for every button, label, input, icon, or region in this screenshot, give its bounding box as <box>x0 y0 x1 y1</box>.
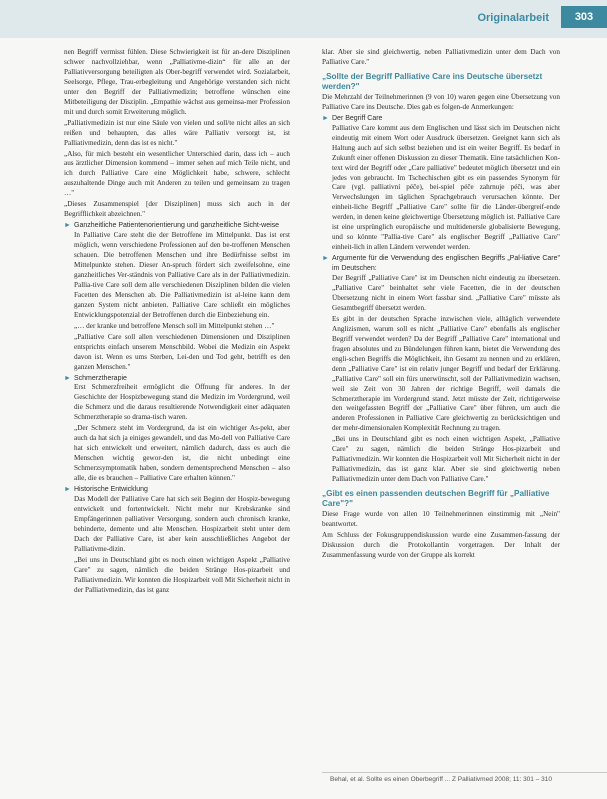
bullet-item <box>64 485 290 495</box>
quote: „Dieses Zusammenspiel [der Disziplinen] muss sich auch in der Begrifflichkeit abzeichnen." <box>64 200 290 219</box>
page-number: 303 <box>561 6 607 28</box>
paragraph: Erst Schmerzfreiheit ermöglicht die Öffnung für anderes. In der Geschichte der Hospizbewegung stand die Medizin im Vordergrund, weil die Schmerz und die daraus resultierende Notwendigkeit einer adäquaten Schmerztherapie so drama-tisch waren. <box>74 383 290 422</box>
paragraph: Es gibt in der deutschen Sprache inzwischen viele, alltäglich verwendete Anglizismen, warum soll es nicht „Palliative Care" ebenfalls als englischer Begriff verwendet werden? Da der Begriff „Palliative Care" international und fragen absolutes und zu Bündelungen führen kann, bietet die Verwendung des engli-schen Begriffs die Möglichkeit, ihn Gesamt zu nennen und zu erklären, denn „Palliative Care" ist ein relativ junger Begriff und bedarf der Erklärung. „Palliative Care" soll ein fürs unerwünscht, soll der Palliativmedizin wachsen, weil sie Zeit von 30 Jahren der richtige Begriff, weil damals die Schmerztherapie im Vordergrund stand. Jetzt müsste der Zeit, richtigerweise den weitgefassten Begriff der „Palliative Care" über führen, um auch die anderen Professionen in Palliative Care gleichwertig zu berücksichtigen und der mehr-dimensionalen Komplexität Rechnung zu tragen. <box>332 314 560 433</box>
triangle-bullet-icon: ► <box>322 114 329 122</box>
quote: klar. Aber sie sind gleichwertig, neben Palliativmedizin unter dem Dach von Palliative Care." <box>322 48 560 66</box>
paragraph: Das Modell der Palliative Care hat sich seit Beginn der Hospiz-bewegung entwickelt und fortentwickelt. Nicht mehr nur Krebskranke sind Empfängerinnen palliativer Versorgung, sondern auch chronisch kranke, behinderte, demente und alte Menschen. Hospizarbeit steht unter dem Dach der Palliative Care, ist aber kein ausschließliches Angebot der Palliativme-dizin. <box>74 494 290 553</box>
quote: „… der kranke und betroffene Mensch soll im Mittelpunkt stehen …" <box>74 321 275 330</box>
quote: „Der Schmerz steht im Vordergrund, da ist ein wichtiger As-pekt, aber auch da hat sich ja einiges gewandelt, und das Mo-dell von Palliative Care hat sich entwickelt und erweitert, nämlich dadurch, dass es auch die Menschen wichtig gewor-den ist, die nicht unbedingt eine Schmerzsymptomatik haben, sondern dementsprechend Menschen – also alle, die es brauchen – Palliative Care erhalten können." <box>74 424 290 483</box>
bullet-label: Ganzheitliche Patientenorientierung und ganzheitliche Sicht-weise <box>74 222 280 230</box>
paragraph: In Palliative Care steht die der Betroffene im Mittelpunkt. Das ist erst möglich, wenn verschiedene Professionen auf den be-troffenen Menschen schauen. Die betroffenen Menschen und ihre Bedürfnisse selbst im Mittelpunkte stehen. Dieser An-spruch fördert sich zweifelsohne, eine ganzheitliches Ver-ständnis von Palliative Care als in der Palliativmedizin. Pallia-tive Care soll dem alle verschiedenen Disziplinen bilden die vielen Facetten des Menschen ab. Die Palliativmedizin ist al-leine kann dem ganzen System nicht anbieten. Palliative Care schließt ein mögliches Entwicklungspotenzial der Betroffenen durch die Einbeziehung ein. <box>74 231 290 319</box>
triangle-bullet-icon: ► <box>322 255 329 263</box>
triangle-bullet-icon: ► <box>64 485 71 493</box>
bullet-label: Historische Entwicklung <box>74 485 148 493</box>
paragraph: Palliative Care kommt aus dem Englischen und lässt sich im Deutschen nicht eindeutig mit einem Wort oder Ausdruck übersetzen. Geeignet kann sich als Haltung auch auf sich selbst beziehen und ist ein weiter Begriff. Es bedarf in Zukunft einer offenen Diskussion zu dieser Thematik. Eine tatsächlichen Kon-text wird der Begriff oder „Care palliative" bedeutet möglich übersetzt und ein jedes von gebraucht. Im Tschechischen gibt es ein passendes Synonym für Care (vgl. palliativní péče), bei-spiel péče zahrnuje péči, was aber Verwechslungen im täglichen Sprachgebrauch verursachen könnte. Der einheit-liche Begriff „Palliative Care" sollte für die Länder-übergreif-ende werden, in denen keine gleichwertige Übersetzung möglich ist. Palliative Care ist eine ursprünglich europäische und multidenersle globalisierte Bewegung, und so könnte "Pallia-tive Care" als englischer Begriff „Palliative Care" einheit-lich in allen Ländern verwendet werden. <box>332 123 560 252</box>
quote: „Bei uns in Deutschland gibt es noch einen wichtigen Aspekt, „Palliative Care" zu sagen, nämlich die beiden Stränge Hos-pizarbeit und Palliativmedizin. Wir konnten die Hospizarbeit voll Mit Sicherheit nicht in der Palliativmedizin, das ist ganz klar. Aber sie sind gleichwertig neben Palliativmedizin unter dem Dach von Palliative Care." <box>332 435 560 484</box>
section-heading: „Gibt es einen passenden deutschen Begriff für „Palliative Care"?" <box>322 489 550 509</box>
bullet-item <box>322 114 560 124</box>
footer-citation: Behal, et al. Sollte es einen Oberbegriff ... Z Palliativmed 2008; 11: 301 – 310 <box>330 776 552 783</box>
bullet-label: Der Begriff Care <box>332 114 383 122</box>
paragraph: nen Begriff vermisst fühlen. Diese Schwierigkeit ist für an-dere Disziplinen schwer nachvollziehbar, wenn „Palliativme-dizin“ für alle an der Palliativversorgung beteiligten als Ober-begriff verwendet wird. Sozialarbeit, Seelsorge, Pflege, Trau-erbegleitung und Angehörige verstanden sich nicht unter den Begriff der Palliativmedizin; betroffene wünschen eine Mitbeteiligung der Disziplin. „Empathie wächst aus gemeinsa-mer Profession mit und durch somit Erweiterung möglich. <box>64 48 290 116</box>
bullet-item <box>64 374 290 384</box>
paragraph: Diese Frage wurde von allen 10 Teilnehmerinnen einstimmig mit „Nein" beantwortet. <box>322 510 560 529</box>
section-title: Originalarbeit <box>477 12 549 24</box>
bullet-item <box>322 254 560 274</box>
triangle-bullet-icon: ► <box>64 222 71 230</box>
triangle-bullet-icon: ► <box>64 374 71 382</box>
paragraph: Der Begriff „Palliative Care" ist im Deutschen nicht eindeutig zu übersetzen. „Palliative Care" beinhaltet sehr viele Facetten, die in der deutschen Übersetzung nicht in einem Wort fassbar sind. „Palliative Care" müsste als Gesamtbegriff übersetzt werden. <box>332 274 560 312</box>
footer-divider <box>322 772 607 773</box>
right-column <box>322 48 560 562</box>
paragraph: Am Schluss der Fokusgruppendiskussion wurde eine Zusammen-fassung der Diskussion durch die Protokollantin vorgetragen. Der Inhalt der Zusammenfassung wurde von der Gruppe als korrekt <box>322 530 560 559</box>
bullet-label: Argumente für die Verwendung des englischen Begriffs „Pal-liative Care" im Deutschen: <box>332 255 560 273</box>
quote: „Palliativmedizin ist nur eine Säule von vielen und soll/te nicht alles an sich reißen und behaupten, das alles wäre Palliativ versorgt ist, ist Palliativmedizin, denn das ist es nicht." <box>64 118 290 147</box>
left-column <box>64 48 290 596</box>
quote: „Also, für mich besteht ein wesentlicher Unterschied darin, dass ich – auch aus ärztlicher Dimension kommend – immer sehen auf mich Teile nicht, und ich durch Palliative Care eine Möglichkeit habe, schwere, schlecht auszuhaltende Dinge auch mit Anderen zu teilen und gemeinsam zu tragen …" <box>64 149 290 198</box>
quote: „Bei uns in Deutschland gibt es noch einen wichtigen Aspekt „Palliative Care" zu sagen, nämlich die beiden Stränge Hos-pizarbeit und Palliativmedizin. Wir konnten die Hospizarbeit voll Mit Sicherheit nicht in der Palliativmedizin, das ist ganz <box>74 555 290 594</box>
section-heading: „Sollte der Begriff Palliative Care ins Deutsche übersetzt werden?" <box>322 71 543 91</box>
bullet-label: Schmerztherapie <box>74 374 127 382</box>
paragraph: Die Mehrzahl der Teilnehmerinnen (9 von 10) waren gegen eine Übersetzung von Palliative Care ins Deutsche. Dies gab es folgen-de Anmerkungen: <box>322 92 560 111</box>
bullet-item <box>64 221 290 231</box>
quote: „Palliative Care soll allen verschiedenen Dimensionen und Disziplinen entsprichts einfach unserem Menschbild. Wobei die Medizin ein Aspekt davon ist. Wenn es ums Sterben, Lei-den und Tod geht, betrifft es den ganzen Menschen." <box>74 332 290 371</box>
